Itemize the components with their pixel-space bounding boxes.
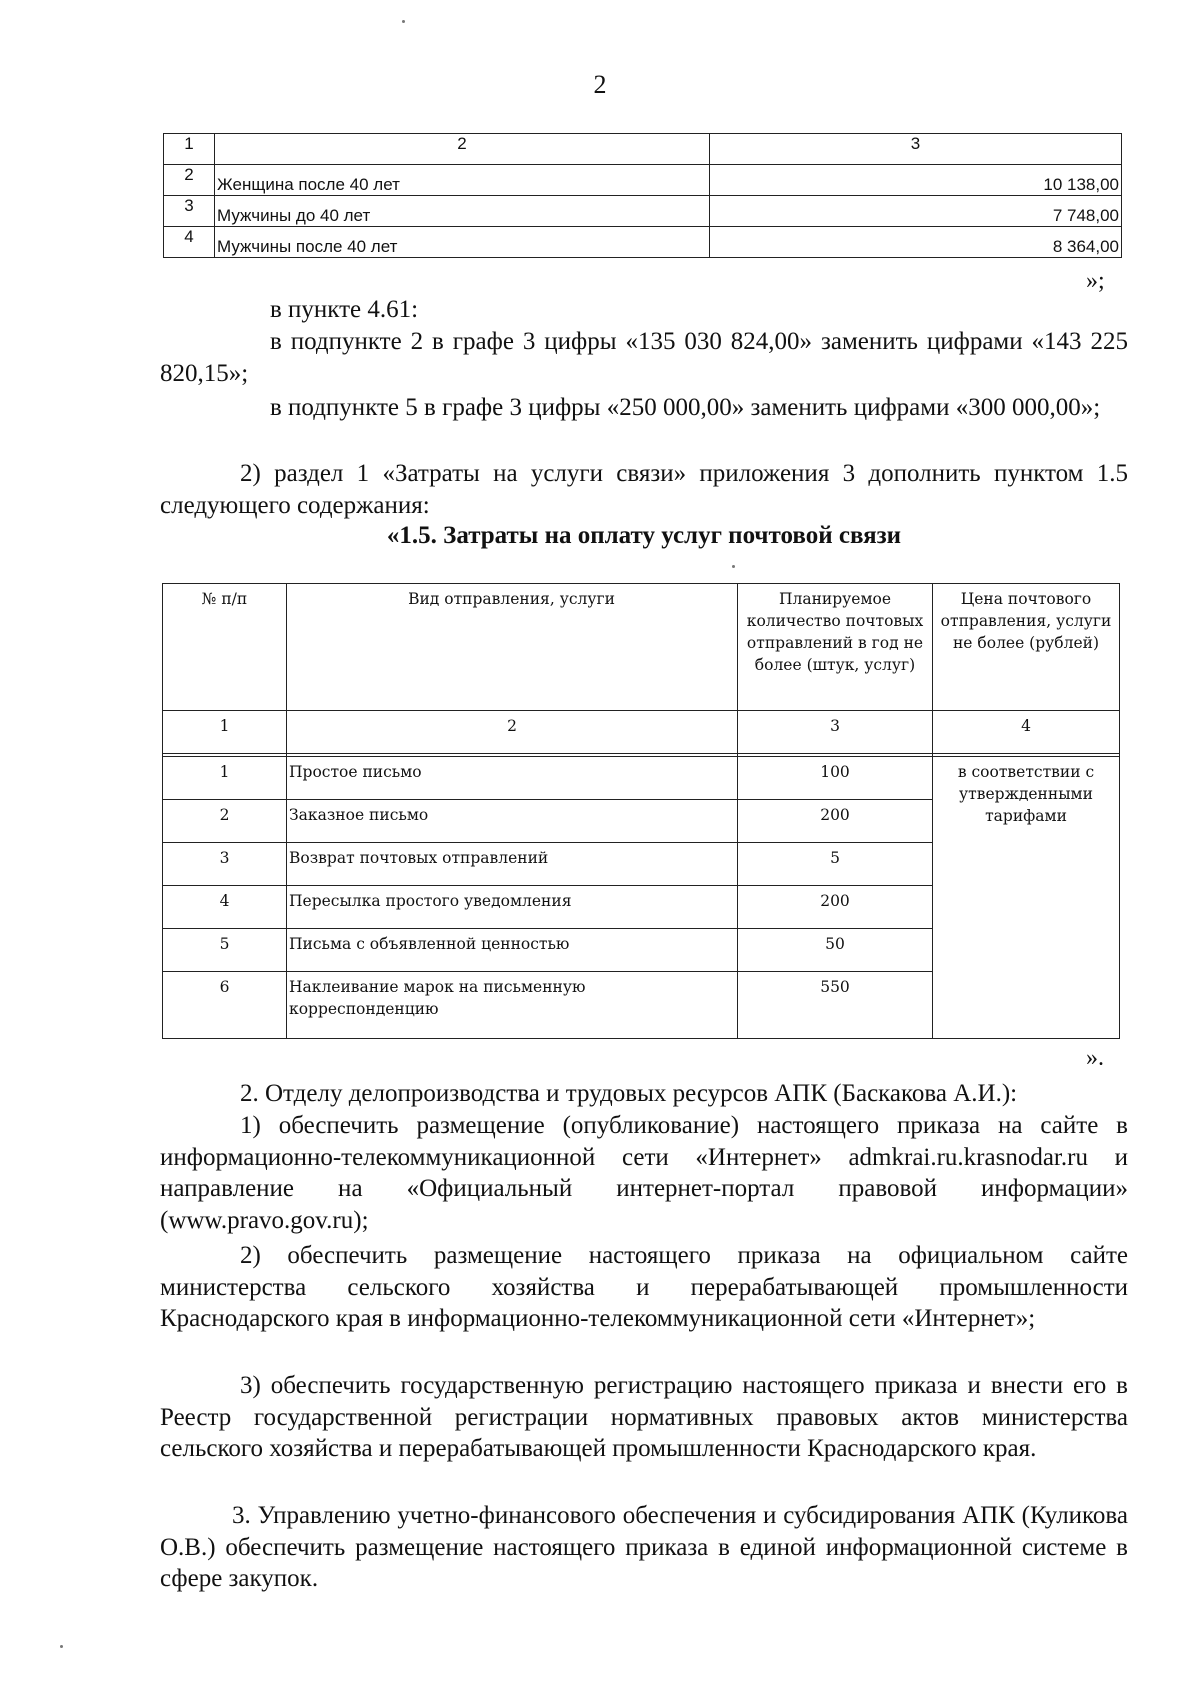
amend-paragraph: в пункте 4.61:: [270, 296, 419, 323]
scan-speck: [402, 20, 405, 23]
row-number: 4: [163, 886, 287, 929]
column-number: 2: [215, 134, 710, 165]
row-number: 6: [163, 972, 287, 1039]
row-name: Заказное письмо: [287, 800, 738, 843]
row-value: 8 364,00: [710, 227, 1122, 258]
table-header-row: [164, 134, 1122, 165]
table-row: [164, 165, 1122, 196]
amend-paragraph: в подпункте 5 в графе 3 цифры «250 000,00» заменить цифрами «300 000,00»;: [270, 394, 1101, 421]
row-count: 5: [738, 843, 933, 886]
header-cell: Цена почтового отправления, услуги не более (рублей): [933, 584, 1120, 711]
column-number: 3: [710, 134, 1122, 165]
row-value: 10 138,00: [710, 165, 1122, 196]
row-name: Женщина после 40 лет: [215, 165, 710, 196]
row-name: Мужчины до 40 лет: [215, 196, 710, 227]
row-number: 3: [164, 196, 215, 227]
body-paragraph: 2. Отделу делопроизводства и трудовых ресурсов АПК (Баскакова А.И.):: [240, 1080, 1018, 1107]
table-row: [164, 196, 1122, 227]
row-name: Возврат почтовых отправлений: [287, 843, 738, 886]
table-header-row: [163, 584, 1120, 711]
table-row: [164, 227, 1122, 258]
column-number: 2: [287, 711, 738, 754]
row-number: 5: [163, 929, 287, 972]
table-row: [163, 757, 1120, 800]
cost-table-continuation: [163, 133, 1122, 258]
row-number: 4: [164, 227, 215, 258]
row-value: 7 748,00: [710, 196, 1122, 227]
row-number: 1: [163, 757, 287, 800]
price-note: в соответствии с утвержденными тарифами: [933, 757, 1120, 1039]
column-numbers-row: [163, 711, 1120, 754]
header-cell: Планируемое количество почтовых отправлений в год не более (штук, услуг): [738, 584, 933, 711]
amend-paragraph: 2) раздел 1 «Затраты на услуги связи» приложения 3 дополнить пунктом 1.5 следующего содержания:: [160, 460, 1128, 519]
row-name: Пересылка простого уведомления: [287, 886, 738, 929]
amend-paragraph: в подпункте 2 в графе 3 цифры «135 030 824,00» заменить цифрами «143 225 820,15»;: [160, 328, 1128, 387]
section-heading: «1.5. Затраты на оплату услуг почтовой связи: [386, 522, 902, 549]
row-count: 200: [738, 800, 933, 843]
row-name: Наклеивание марок на письменную корреспонденцию: [287, 972, 738, 1039]
postal-costs-table: [162, 583, 1120, 1039]
body-paragraph: 3) обеспечить государственную регистрацию настоящего приказа и внести его в Реестр государственной регистрации нормативных правовых актов министерства сельского хозяйства и перерабатывающей промышленности Краснодарского края.: [160, 1372, 1128, 1462]
row-number: 2: [163, 800, 287, 843]
header-cell: Вид отправления, услуги: [287, 584, 738, 711]
column-number: 1: [163, 711, 287, 754]
quote-close: »;: [1086, 268, 1105, 294]
header-cell: № п/п: [163, 584, 287, 711]
row-name: Мужчины после 40 лет: [215, 227, 710, 258]
row-number: 2: [164, 165, 215, 196]
quote-close: ».: [1086, 1045, 1104, 1071]
body-paragraph: 3. Управлению учетно-финансового обеспечения и субсидирования АПК (Куликова О.В.) обеспечить размещение настоящего приказа в единой информационной системе в сфере закупок.: [160, 1502, 1128, 1592]
row-number: 3: [163, 843, 287, 886]
body-paragraph: 2) обеспечить размещение настоящего приказа на официальном сайте министерства сельского хозяйства и перерабатывающей промышленности Краснодарского края в информационно-телекоммуникационной сети «Интернет»;: [160, 1242, 1128, 1332]
column-number: 1: [164, 134, 215, 165]
row-name: Письма с объявленной ценностью: [287, 929, 738, 972]
scan-speck: [732, 565, 735, 568]
column-number: 4: [933, 711, 1120, 754]
row-count: 100: [738, 757, 933, 800]
row-count: 550: [738, 972, 933, 1039]
scan-speck: [60, 1645, 63, 1648]
page-number: 2: [593, 70, 607, 99]
column-number: 3: [738, 711, 933, 754]
row-name: Простое письмо: [287, 757, 738, 800]
body-paragraph: 1) обеспечить размещение (опубликование) настоящего приказа на сайте в информационно-телекоммуникационной сети «Интернет» admkrai.ru.krasnodar.ru и направление на «Официальный интернет-портал правовой информации» (www.pravo.gov.ru);: [160, 1112, 1128, 1234]
row-count: 50: [738, 929, 933, 972]
row-count: 200: [738, 886, 933, 929]
